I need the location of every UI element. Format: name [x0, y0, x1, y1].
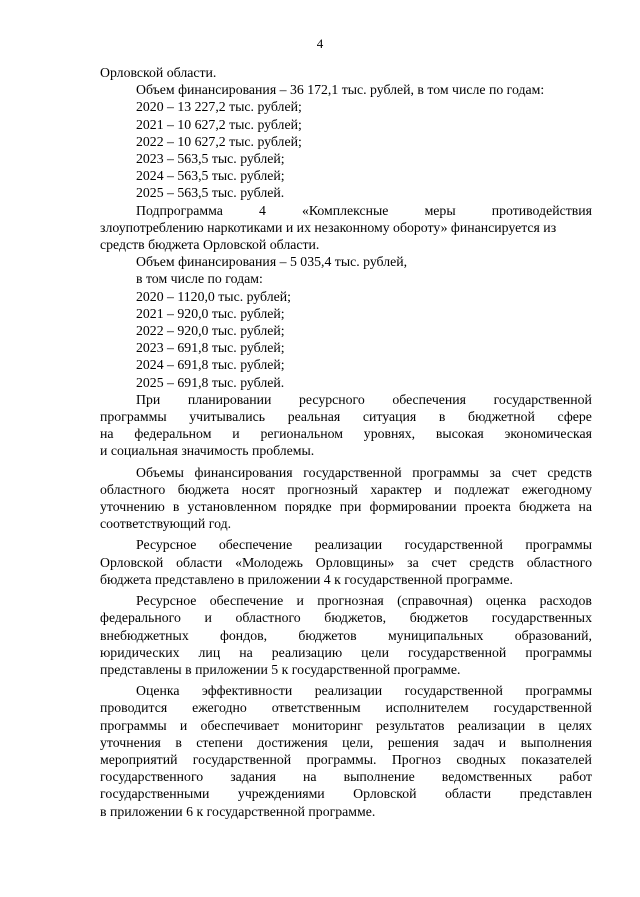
word: ответственным	[271, 700, 361, 716]
word: бюджетной	[468, 409, 535, 425]
word: Подпрограмма	[136, 202, 223, 218]
justified-line	[100, 464, 592, 481]
word: учреждениями	[237, 786, 325, 802]
justified-line	[100, 202, 592, 219]
word: задач	[453, 734, 485, 750]
word: эффективности	[201, 683, 293, 699]
word: счет	[431, 554, 457, 570]
word: фондов,	[219, 627, 268, 643]
word: реализации	[314, 683, 383, 699]
word: области	[176, 554, 223, 570]
word: реализации	[457, 717, 526, 733]
word: в	[538, 717, 546, 733]
word: уточнению	[100, 499, 165, 515]
word: федеральном	[134, 426, 212, 442]
word: области	[444, 786, 492, 802]
word: обеспечение	[209, 593, 284, 609]
word: 4	[258, 202, 266, 218]
word: областного	[526, 554, 592, 570]
justified-line	[100, 536, 592, 553]
justified-line	[100, 554, 592, 571]
word: Ресурсное	[136, 537, 197, 553]
word: Орловской	[353, 786, 417, 802]
word: носят	[241, 481, 275, 497]
word: и	[434, 481, 442, 497]
text-line: Орловской области.	[100, 65, 217, 80]
justified-line	[100, 717, 592, 734]
word: ситуация	[362, 409, 417, 425]
word: счет	[511, 464, 537, 480]
word: экономическая	[504, 426, 592, 442]
word: выполнение	[343, 769, 415, 785]
word: задания	[230, 769, 277, 785]
text-line: в приложении 6 к государственной программе.	[100, 803, 376, 819]
justified-line	[100, 644, 592, 661]
text-line: Объем финансирования – 36 172,1 тыс. рублей, в том числе по годам:	[136, 82, 545, 98]
word: противодействия	[491, 202, 592, 218]
text-line: Объем финансирования – 5 035,4 тыс. рублей,	[136, 254, 408, 270]
text-line: представлены в приложении 5 к государственной программе.	[100, 661, 461, 677]
word: исполнителем	[385, 700, 469, 716]
document-body	[100, 64, 592, 820]
word: на	[578, 499, 592, 515]
word: государственной	[192, 751, 292, 767]
word: бюджета	[177, 481, 230, 497]
word: проводится	[100, 700, 168, 716]
justified-line	[100, 425, 592, 442]
word: за	[489, 464, 502, 480]
text-line: и социальная значимость проблемы.	[100, 443, 315, 459]
justified-line	[100, 699, 592, 716]
word: и	[296, 593, 304, 609]
justified-line	[100, 627, 592, 644]
text-line: соответствующий год.	[100, 516, 232, 532]
word: проекта	[464, 499, 511, 515]
word: программы	[100, 409, 167, 425]
word: государственной	[493, 391, 592, 407]
word: государственной	[493, 700, 592, 716]
word: (справочная)	[397, 593, 473, 609]
word: достижения	[257, 734, 328, 750]
word: в	[438, 409, 446, 425]
word: Ресурсное	[136, 593, 197, 609]
word: областного	[100, 481, 166, 497]
word: государственной	[404, 537, 503, 553]
year-line: 2020 – 1120,0 тыс. рублей;	[136, 288, 291, 304]
word: в	[175, 734, 182, 750]
word: бюджета	[518, 499, 571, 515]
word: за	[407, 554, 419, 570]
justified-line	[100, 408, 592, 425]
word: и	[204, 610, 212, 626]
word: степени	[196, 734, 243, 750]
word: программы	[525, 644, 592, 660]
word: реализацию	[271, 644, 343, 660]
word: обеспечивает	[200, 717, 279, 733]
year-line: 2024 – 691,8 тыс. рублей;	[136, 357, 285, 373]
word: реальная	[287, 409, 341, 425]
word: бюджетов	[409, 610, 469, 626]
word: учитывались	[189, 409, 266, 425]
justified-line	[100, 768, 592, 785]
year-line: 2021 – 920,0 тыс. рублей;	[136, 305, 285, 321]
justified-line	[100, 498, 592, 515]
word: прогнозная	[317, 593, 384, 609]
word: программы.	[306, 751, 377, 767]
word: Объемы	[136, 464, 184, 480]
year-line: 2021 – 10 627,2 тыс. рублей;	[136, 116, 302, 132]
justified-line	[100, 785, 592, 802]
word: Орловской	[100, 554, 164, 570]
page-number: 4	[316, 36, 324, 51]
word: прогнозный	[287, 481, 358, 497]
word: цели	[361, 644, 389, 660]
word: и	[498, 734, 507, 750]
justified-line	[100, 391, 592, 408]
word: ведомственных	[441, 769, 533, 785]
word: работ	[559, 769, 592, 785]
word: ресурсного	[299, 391, 365, 407]
word: государственной	[404, 683, 503, 699]
year-line: 2023 – 563,5 тыс. рублей;	[136, 151, 285, 167]
word: на	[239, 644, 253, 660]
year-line: 2022 – 920,0 тыс. рублей;	[136, 323, 285, 339]
word: государственных	[491, 610, 592, 626]
word: региональном	[260, 426, 343, 442]
word: государственными	[100, 786, 210, 802]
word: цели,	[342, 734, 374, 750]
word: уточнения	[100, 734, 161, 750]
word: средств	[469, 554, 514, 570]
word: При	[136, 391, 161, 407]
word: федерального	[100, 610, 181, 626]
word: реализации	[314, 537, 383, 553]
word: уровнях,	[363, 426, 416, 442]
word: и	[179, 717, 188, 733]
word: образований,	[514, 627, 592, 643]
word: программы	[525, 537, 592, 553]
word: на	[100, 426, 114, 442]
word: внебюджетных	[100, 627, 189, 643]
year-line: 2025 – 563,5 тыс. рублей.	[136, 185, 285, 201]
word: обеспечения	[392, 391, 467, 407]
word: средств	[547, 464, 592, 480]
word: областного	[235, 610, 301, 626]
word: расходов	[539, 593, 592, 609]
word: оценка	[485, 593, 527, 609]
word: Орловщины»	[315, 554, 395, 570]
word: государственной	[303, 464, 402, 480]
year-line: 2023 – 691,8 тыс. рублей;	[136, 340, 285, 356]
word: бюджетов,	[324, 610, 387, 626]
text-line: бюджета представлено в приложении 4 к государственной программе.	[100, 571, 513, 587]
word: меры	[424, 202, 456, 218]
word: государственной	[407, 644, 507, 660]
word: планировании	[187, 391, 272, 407]
word: бюджетов	[298, 627, 357, 643]
word: формировании	[369, 499, 457, 515]
word: муниципальных	[387, 627, 484, 643]
word: Оценка	[136, 683, 180, 699]
justified-line	[100, 682, 592, 699]
word: ежегодному	[521, 481, 592, 497]
text-line: в том числе по годам:	[136, 271, 263, 287]
year-line: 2022 – 10 627,2 тыс. рублей;	[136, 133, 302, 149]
word: подлежат	[454, 481, 510, 497]
word: показателей	[521, 751, 592, 767]
word: лиц	[198, 644, 221, 660]
text-line: злоупотреблению наркотиками и их незаконному обороту» финансируется из	[100, 219, 557, 235]
word: выполнения	[520, 734, 592, 750]
word: сводных	[456, 751, 506, 767]
word: на	[303, 769, 317, 785]
word: обеспечение	[218, 537, 293, 553]
word: Прогноз	[391, 751, 441, 767]
word: решения	[387, 734, 439, 750]
text-line: средств бюджета Орловской области.	[100, 237, 320, 253]
word: мониторинг	[292, 717, 363, 733]
word: программы	[100, 717, 167, 733]
word: результатов	[376, 717, 445, 733]
word: целях	[558, 717, 592, 733]
word: и	[232, 426, 240, 442]
word: программы	[525, 683, 592, 699]
word: «Молодежь	[235, 554, 303, 570]
year-line: 2020 – 13 227,2 тыс. рублей;	[136, 99, 302, 115]
word: характер	[370, 481, 422, 497]
word: сфере	[557, 409, 592, 425]
word: мероприятий	[100, 751, 178, 767]
word: в	[172, 499, 180, 515]
word: порядке	[284, 499, 332, 515]
year-line: 2025 – 691,8 тыс. рублей.	[136, 374, 285, 390]
justified-line	[100, 592, 592, 609]
word: высокая	[435, 426, 484, 442]
word: программы	[412, 464, 479, 480]
justified-line	[100, 481, 592, 498]
word: при	[339, 499, 362, 515]
word: ежегодно	[192, 700, 247, 716]
justified-line	[100, 734, 592, 751]
justified-line	[100, 751, 592, 768]
justified-line	[100, 609, 592, 626]
word: установленном	[187, 499, 277, 515]
word: «Комплексные	[302, 202, 389, 218]
word: представлен	[519, 786, 592, 802]
word: государственного	[100, 769, 204, 785]
word: финансирования	[194, 464, 293, 480]
year-line: 2024 – 563,5 тыс. рублей;	[136, 168, 285, 184]
word: юридических	[100, 644, 180, 660]
